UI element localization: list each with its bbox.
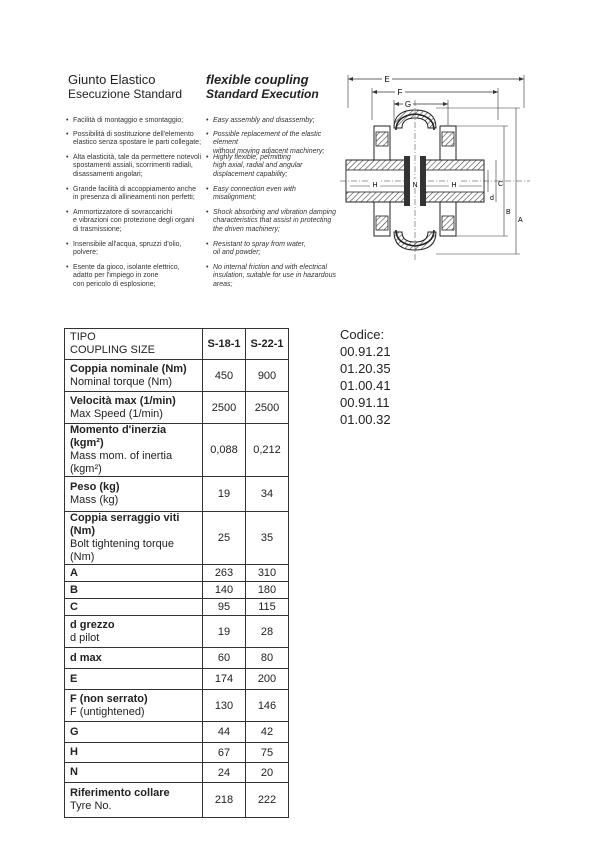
- row-label-en: d pilot: [70, 631, 100, 644]
- row-label-en: Max Speed (1/min): [70, 407, 163, 420]
- code-item: 01.00.41: [340, 378, 391, 393]
- table-row: [65, 360, 289, 392]
- row-label: [65, 477, 203, 512]
- row-label-it: F (non serrato): [70, 692, 148, 705]
- row-label: [65, 565, 203, 582]
- row-label-it: H: [70, 746, 78, 758]
- table-row: [65, 722, 289, 743]
- row-label-en: Mass (kg): [70, 494, 119, 506]
- row-label-en: Bolt tightening torque (Nm): [70, 538, 174, 563]
- cell-s22: 222: [246, 783, 289, 818]
- product-codes: [340, 326, 391, 428]
- table-row: [65, 477, 289, 512]
- cell-s18: 19: [203, 616, 246, 648]
- cell-s22: 310: [246, 565, 289, 582]
- row-label: [65, 360, 203, 392]
- row-label: [65, 512, 203, 565]
- cell-s18: 60: [203, 648, 246, 669]
- row-label: [65, 648, 203, 669]
- feature-en-6: • Resistant to spray from water, oil and powder;: [206, 241, 306, 257]
- row-label-en: Mass mom. of inertia (kgm²): [70, 450, 173, 475]
- header-col-s18: S-18-1: [203, 329, 246, 360]
- row-label: [65, 669, 203, 690]
- feature-it-7: • Esente da gioco, isolante elettrico, adatto per l'impiego in zone con pericolo di esplosione;: [66, 264, 180, 288]
- row-label-it: Riferimento collare: [70, 787, 170, 799]
- row-label-it: E: [70, 672, 78, 685]
- drawing-label-a: A: [518, 217, 523, 224]
- row-label: [65, 690, 203, 722]
- cell-s22: 0,212: [246, 424, 289, 477]
- title-italian: [68, 72, 182, 102]
- table-row: [65, 512, 289, 565]
- cell-s18: 95: [203, 599, 246, 616]
- row-label-it: Momento d'inerzia (kgm²): [70, 424, 167, 449]
- row-label-it: G: [70, 725, 79, 738]
- drawing-label-h-right: H: [451, 182, 457, 189]
- row-label-it: Coppia nominale (Nm): [70, 362, 187, 375]
- feature-en-4: • Easy connection even with misalignment;: [206, 186, 296, 202]
- cell-s18: 450: [203, 360, 246, 392]
- cell-s22: 42: [246, 722, 289, 743]
- row-label: [65, 763, 203, 783]
- cell-s18: 24: [203, 763, 246, 783]
- table-header-row: [65, 329, 289, 360]
- feature-en-7: • No internal friction and with electrical insulation, suitable for use in hazardous areas;: [206, 264, 336, 288]
- drawing-label-f: F: [397, 88, 403, 97]
- header-label-cell: [65, 329, 203, 360]
- row-label: [65, 616, 203, 648]
- drawing-label-b: B: [506, 209, 511, 216]
- cell-s22: 2500: [246, 392, 289, 424]
- drawing-label-g: G: [404, 100, 412, 109]
- feature-it-1: • Facilità di montaggio e smontaggio;: [66, 117, 184, 124]
- row-label-it: C: [70, 600, 78, 613]
- cell-s18: 19: [203, 477, 246, 512]
- table-row: [65, 424, 289, 477]
- row-label-it: A: [70, 566, 78, 579]
- dimension-f: [372, 87, 498, 120]
- code-item: 01.00.32: [340, 412, 391, 427]
- coupling-technical-drawing: [338, 66, 538, 294]
- header-coupling-size: COUPLING SIZE: [70, 344, 155, 356]
- table-row: [65, 392, 289, 424]
- cell-s18: 0,088: [203, 424, 246, 477]
- cell-s22: 80: [246, 648, 289, 669]
- header-col-s22: S-22-1: [246, 329, 289, 360]
- cell-s22: 75: [246, 743, 289, 763]
- drawing-label-c: C: [498, 181, 504, 188]
- row-label: [65, 743, 203, 763]
- row-label: [65, 783, 203, 818]
- codes-heading: Codice:: [340, 327, 385, 342]
- title-english: [206, 72, 319, 102]
- row-label-it: Velocità max (1/min): [70, 394, 176, 407]
- table-row: [65, 743, 289, 763]
- cell-s22: 28: [246, 616, 289, 648]
- cell-s22: 180: [246, 582, 289, 599]
- cell-s18: 218: [203, 783, 246, 818]
- cell-s22: 20: [246, 763, 289, 783]
- drawing-label-n: N: [412, 182, 418, 189]
- feature-en-5: • Shock absorbing and vibration damping characteristics that assist in protecting the driven machinery;: [206, 209, 336, 233]
- drawing-label-h-left: H: [372, 182, 378, 189]
- title-en-main: flexible coupling: [206, 72, 309, 87]
- row-label-en: Nominal torque (Nm): [70, 375, 173, 388]
- code-item: 00.91.21: [340, 344, 391, 359]
- cell-s18: 174: [203, 669, 246, 690]
- dimension-e: [348, 74, 524, 108]
- title-it-sub: Esecuzione Standard: [68, 87, 183, 101]
- row-label-it: d grezzo: [70, 618, 115, 631]
- cell-s18: 67: [203, 743, 246, 763]
- feature-it-4: • Grande facilità di accoppiamento anche in presenza di allineamenti non perfetti;: [66, 186, 196, 202]
- cell-s18: 130: [203, 690, 246, 722]
- feature-en-3: • Highly flexible, permitting high axial, radial and angular displacement capability;: [206, 154, 303, 178]
- cell-s18: 2500: [203, 392, 246, 424]
- feature-en-2: • Possible replacement of the elastic element without moving adjacent machinery;: [206, 131, 325, 155]
- feature-it-2: • Possibilità di sostituzione dell'elemento elastico senza spostare le parti collegate;: [66, 131, 202, 147]
- row-label: [65, 722, 203, 743]
- cell-s22: 146: [246, 690, 289, 722]
- cell-s18: 140: [203, 582, 246, 599]
- table-row: [65, 565, 289, 582]
- cell-s22: 200: [246, 669, 289, 690]
- row-label: [65, 582, 203, 599]
- feature-it-5: • Ammortizzatore di sovraccarichi e vibrazioni con protezione degli organi di trasmissione;: [66, 209, 195, 233]
- code-item: 00.91.11: [340, 395, 390, 410]
- drawing-label-e: E: [384, 75, 390, 84]
- row-label-it: B: [70, 583, 78, 596]
- cell-s22: 115: [246, 599, 289, 616]
- row-label-it: N: [70, 766, 78, 778]
- table-row: [65, 616, 289, 648]
- table-row: [65, 763, 289, 783]
- row-label-it: d max: [70, 651, 102, 664]
- row-label-it: Coppia serraggio viti (Nm): [70, 512, 180, 537]
- code-item: 01.20.35: [340, 361, 391, 376]
- specification-table: [64, 328, 289, 818]
- feature-it-3: • Alta elasticità, tale da permettere notevoli spostamenti assiali, scorrimenti radiali, disassamenti angolari;: [66, 154, 202, 178]
- cell-s22: 35: [246, 512, 289, 565]
- cell-s22: 900: [246, 360, 289, 392]
- cell-s18: 44: [203, 722, 246, 743]
- cell-s22: 34: [246, 477, 289, 512]
- row-label-en: F (untightened): [70, 705, 145, 718]
- row-label: [65, 424, 203, 477]
- title-en-sub: Standard Execution: [206, 87, 319, 101]
- drawing-label-d: d: [490, 195, 494, 202]
- table-row: [65, 648, 289, 669]
- cell-s18: 263: [203, 565, 246, 582]
- header-tipo: TIPO: [70, 331, 96, 343]
- table-row: [65, 783, 289, 818]
- row-label: [65, 392, 203, 424]
- table-row: [65, 599, 289, 616]
- row-label-it: Peso (kg): [70, 481, 120, 493]
- row-label: [65, 599, 203, 616]
- table-row: [65, 582, 289, 599]
- feature-en-1: • Easy assembly and disassemby;: [206, 117, 315, 124]
- table-row: [65, 690, 289, 722]
- row-label-en: Tyre No.: [70, 800, 112, 812]
- feature-it-6: • Insensibile all'acqua, spruzzi d'olio, polvere;: [66, 241, 182, 257]
- title-it-main: Giunto Elastico: [68, 72, 156, 87]
- table-row: [65, 669, 289, 690]
- cell-s18: 25: [203, 512, 246, 565]
